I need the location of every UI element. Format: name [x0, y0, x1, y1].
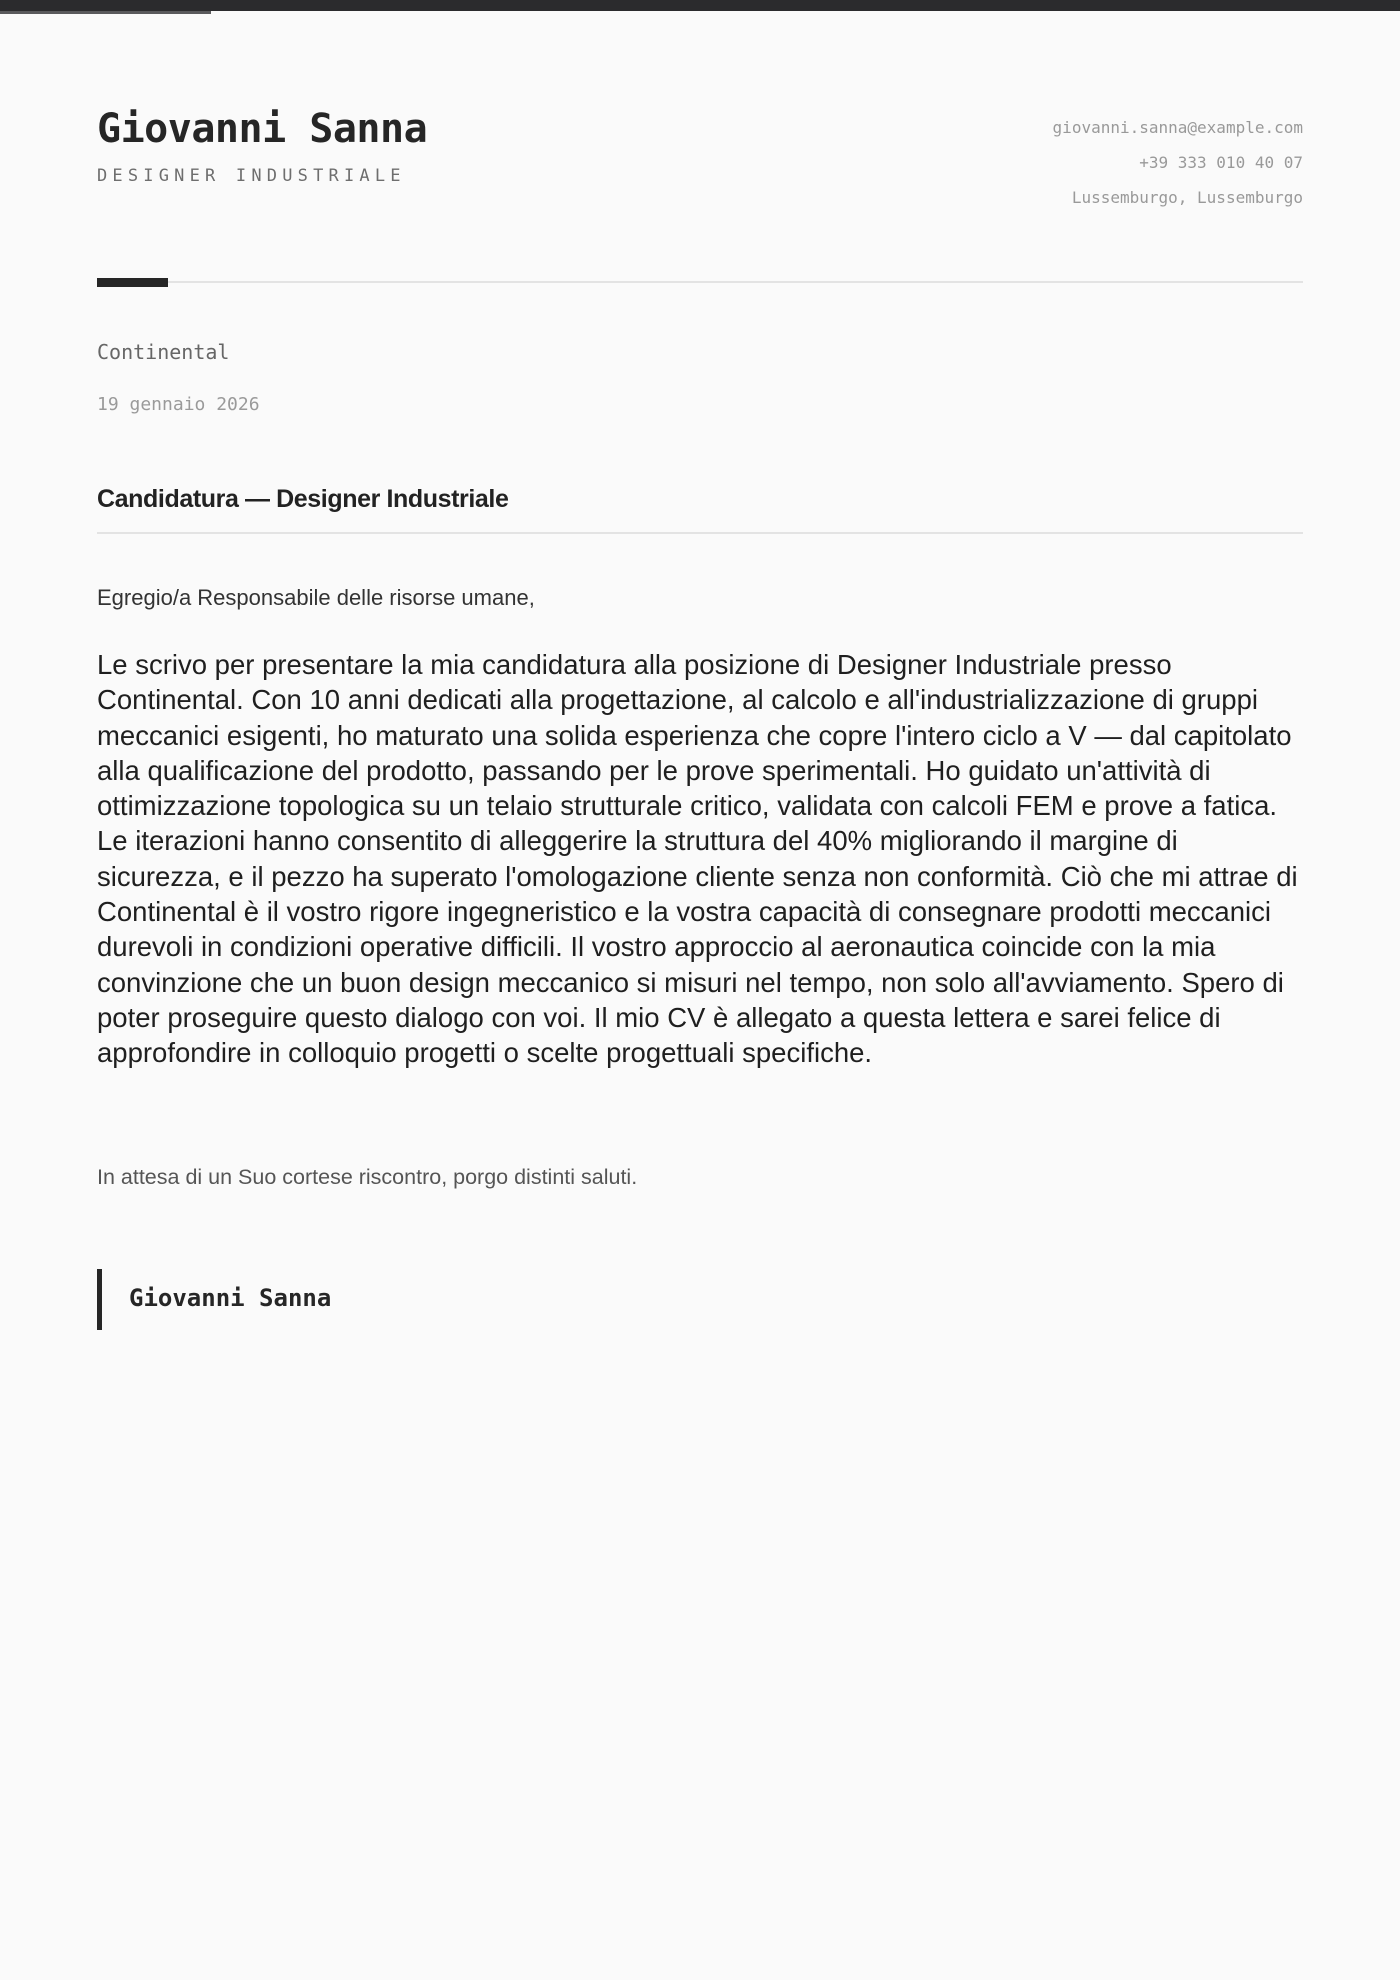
letter-header: [97, 102, 1303, 222]
contact-email[interactable]: giovanni.sanna@example.com: [1052, 118, 1303, 137]
closing-line: In attesa di un Suo cortese riscontro, porgo distinti saluti.: [97, 1165, 638, 1189]
subject-divider: [97, 532, 1303, 534]
signature-name: Giovanni Sanna: [129, 1284, 332, 1312]
divider-accent: [97, 278, 168, 287]
letter-body: Le scrivo per presentare la mia candidatura alla posizione di Designer Industriale presso Continental. Con 10 anni dedicati alla progettazione, al calcolo e all'industrializzazione di gruppi meccanici esigenti, ho maturato una solida esperienza che copre l'intero ciclo a V — dal capitolato alla qualificazione del prodotto, passando per le prove sperimentali. Ho guidato un'attività di ottimizzazione topologica su un telaio strutturale critico, validata con calcoli FEM e prove a fatica. Le iterazioni hanno consentito di alleggerire la struttura del 40% migliorando il margine di sicurezza, e il pezzo ha superato l'omologazione cliente senza non conformità. Ciò che mi attrae di Continental è il vostro rigore ingegneristico e la vostra capacità di consegnare prodotti meccanici durevoli in condizioni operative difficili. Il vostro approccio al aeronautica coincide con la mia convinzione che un buon design meccanico si misuri nel tempo, non solo all'avviamento. Spero di poter proseguire questo dialogo con voi. Il mio CV è allegato a questa lettera e sarei felice di approfondire in colloquio progetti o scelte progettuali specifiche.: [97, 649, 1298, 1069]
header-divider: [97, 278, 1303, 288]
sender-name: Giovanni Sanna: [97, 106, 428, 152]
recipient-company: Continental: [97, 340, 230, 364]
letter-date: 19 gennaio 2026: [97, 394, 260, 415]
contact-location: Lussemburgo, Lussemburgo: [1071, 188, 1303, 207]
divider-line: [97, 281, 1303, 283]
sender-role: DESIGNER INDUSTRIALE: [97, 166, 406, 186]
salutation: Egregio/a Responsabile delle risorse umane,: [97, 585, 535, 610]
contact-block: [1053, 110, 1303, 215]
letter-subject: Candidatura — Designer Industriale: [97, 485, 509, 513]
letter-page: [97, 0, 1303, 1980]
contact-phone[interactable]: +39 333 010 40 07: [1139, 153, 1303, 172]
signature-bar: [97, 1269, 102, 1330]
signature-block: [97, 1269, 497, 1330]
